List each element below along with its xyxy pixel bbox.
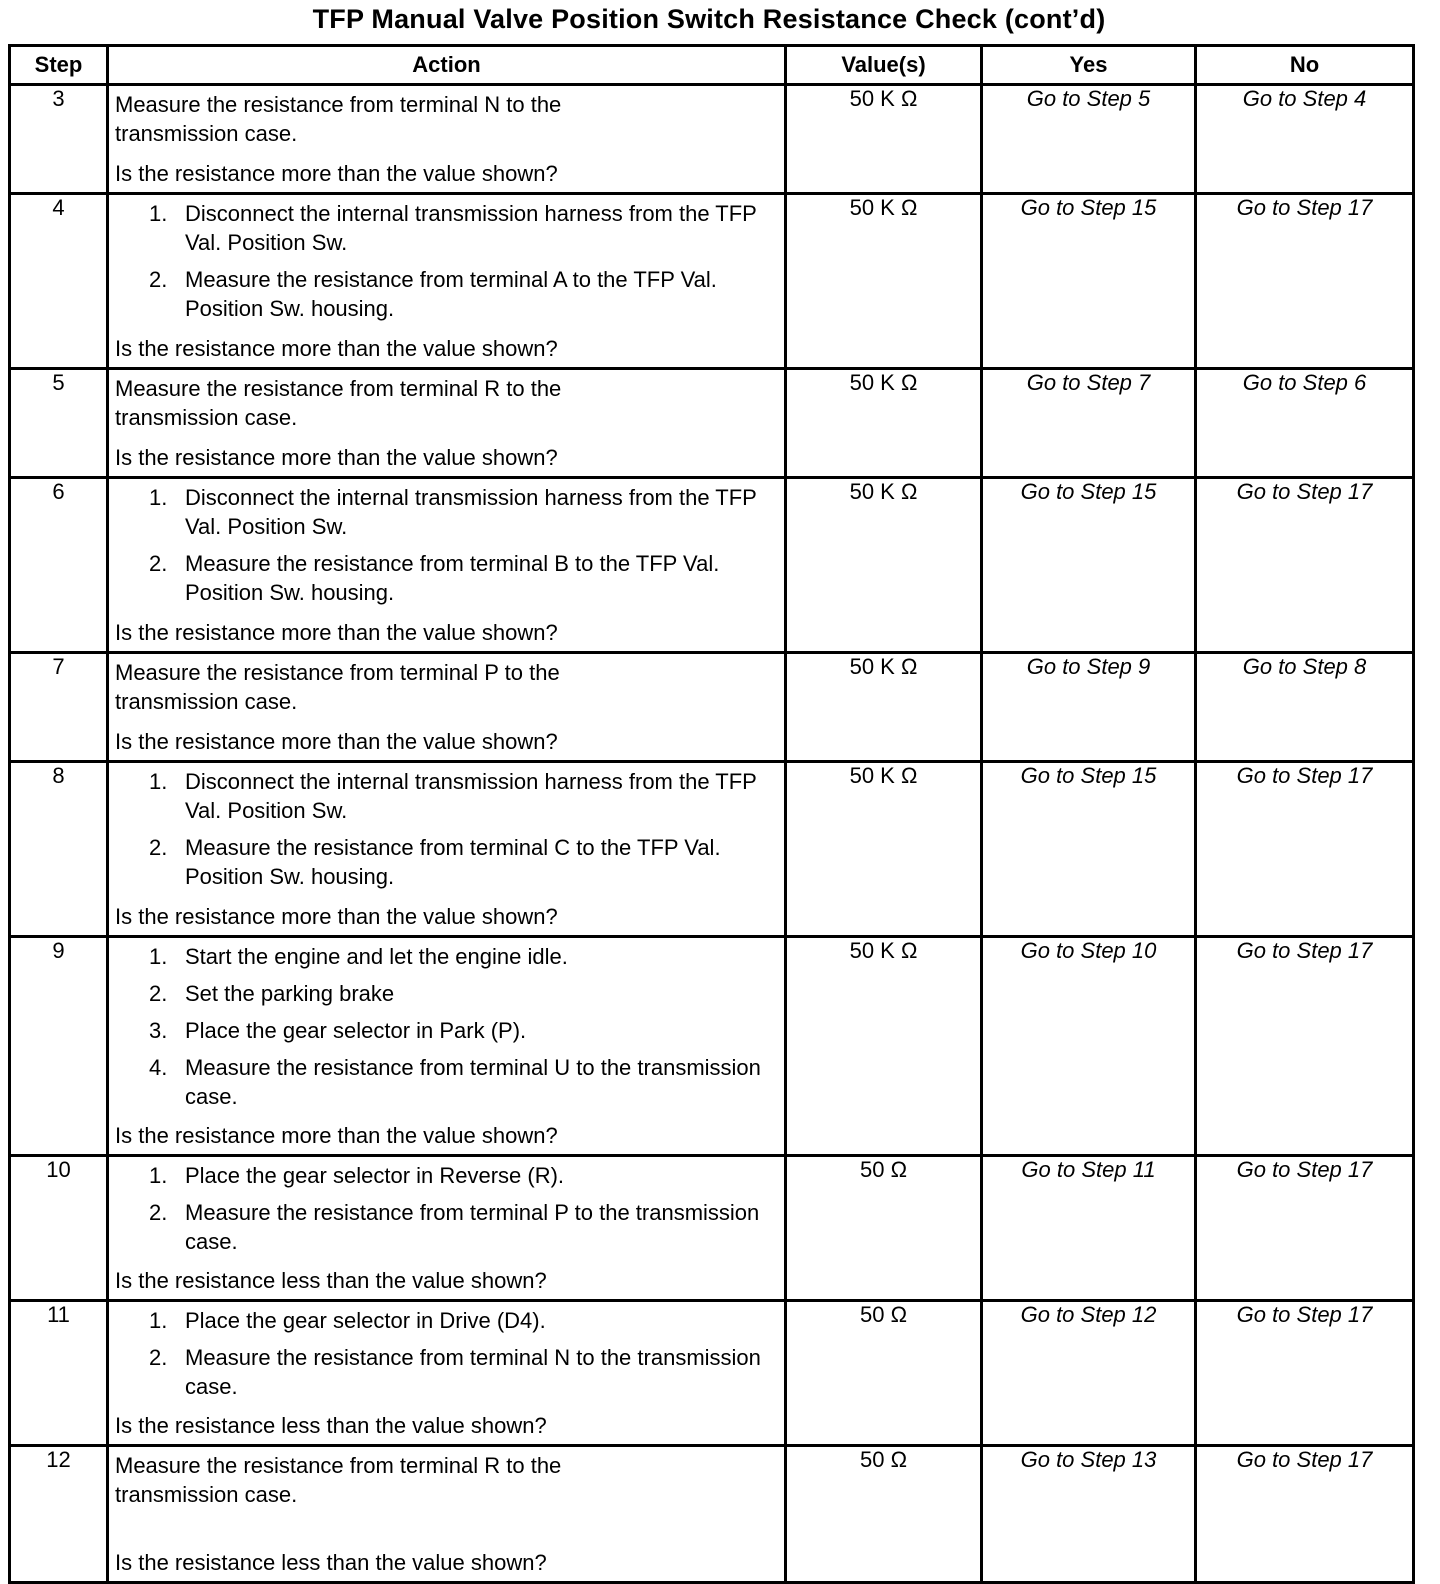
action-instructions <box>115 374 778 432</box>
question-text: Is the resistance more than the value shown? <box>115 904 558 929</box>
table-row <box>10 1446 1414 1583</box>
header-no: No <box>1196 46 1414 85</box>
step-number: 9 <box>10 937 108 1156</box>
yes-goto-cell: Go to Step 15 <box>982 194 1196 369</box>
no-goto-cell: Go to Step 17 <box>1196 1301 1414 1446</box>
action-content <box>109 763 784 935</box>
table-row <box>10 937 1414 1156</box>
list-item-number: 2. <box>149 1345 168 1370</box>
no-goto-cell: Go to Step 17 <box>1196 1156 1414 1301</box>
list-item <box>149 942 778 971</box>
instruction-line: Measure the resistance from terminal P to the <box>115 660 560 685</box>
value-cell: 50 K Ω <box>786 653 982 762</box>
list-item <box>149 1161 778 1190</box>
action-content <box>109 86 784 192</box>
no-goto-cell: Go to Step 6 <box>1196 369 1414 478</box>
value-cell: 50 K Ω <box>786 762 982 937</box>
no-goto-cell: Go to Step 8 <box>1196 653 1414 762</box>
list-item <box>149 1016 778 1045</box>
question-text: Is the resistance more than the value shown? <box>115 620 558 645</box>
yes-goto-cell: Go to Step 12 <box>982 1301 1196 1446</box>
list-item-text: Disconnect the internal transmission harness from the TFP Val. Position Sw. <box>185 769 757 823</box>
numbered-steps <box>115 483 778 607</box>
list-item-text: Set the parking brake <box>185 981 395 1006</box>
value-cell: 50 K Ω <box>786 85 982 194</box>
list-item-text: Measure the resistance from terminal A to the TFP Val. Position Sw. housing. <box>185 267 717 321</box>
question-text: Is the resistance less than the value shown? <box>115 1268 547 1293</box>
step-number: 10 <box>10 1156 108 1301</box>
action-cell <box>108 653 786 762</box>
list-item <box>149 1198 778 1256</box>
instruction-line: transmission case. <box>115 689 298 714</box>
header-step: Step <box>10 46 108 85</box>
list-item-text: Measure the resistance from terminal C to the TFP Val. Position Sw. housing. <box>185 835 721 889</box>
list-item <box>149 1343 778 1401</box>
instruction-line: Measure the resistance from terminal R to the <box>115 1453 562 1478</box>
list-item-text: Disconnect the internal transmission harness from the TFP Val. Position Sw. <box>185 485 757 539</box>
list-item-number: 1. <box>149 201 168 226</box>
action-instructions <box>115 1451 778 1509</box>
action-instructions <box>115 658 778 716</box>
question-text: Is the resistance more than the value shown? <box>115 729 558 754</box>
question-text: Is the resistance more than the value shown? <box>115 445 558 470</box>
instruction-line: Measure the resistance from terminal N to the <box>115 92 562 117</box>
resistance-check-table <box>8 44 1415 1584</box>
no-goto-cell: Go to Step 17 <box>1196 937 1414 1156</box>
header-action: Action <box>108 46 786 85</box>
no-goto-cell: Go to Step 17 <box>1196 762 1414 937</box>
table-row <box>10 369 1414 478</box>
list-item <box>149 199 778 257</box>
question-text: Is the resistance more than the value shown? <box>115 161 558 186</box>
numbered-steps <box>115 1306 778 1401</box>
action-instructions <box>115 942 778 1119</box>
list-item-text: Measure the resistance from terminal N to the transmission case. <box>185 1345 761 1399</box>
list-item-number: 1. <box>149 769 168 794</box>
yes-goto-cell: Go to Step 15 <box>982 762 1196 937</box>
question-text: Is the resistance more than the value shown? <box>115 1123 558 1148</box>
yes-goto-cell: Go to Step 9 <box>982 653 1196 762</box>
list-item-number: 2. <box>149 551 168 576</box>
step-number: 11 <box>10 1301 108 1446</box>
action-content <box>109 370 784 476</box>
list-item-text: Place the gear selector in Park (P). <box>185 1018 527 1043</box>
action-content <box>109 1302 784 1444</box>
list-item <box>149 265 778 323</box>
list-item <box>149 979 778 1008</box>
yes-goto-cell: Go to Step 10 <box>982 937 1196 1156</box>
question-text: Is the resistance more than the value shown? <box>115 336 558 361</box>
action-content <box>109 654 784 760</box>
list-item <box>149 549 778 607</box>
action-content <box>109 1157 784 1299</box>
value-cell: 50 K Ω <box>786 369 982 478</box>
value-cell: 50 Ω <box>786 1446 982 1583</box>
action-cell <box>108 1446 786 1583</box>
step-number: 5 <box>10 369 108 478</box>
action-cell <box>108 1301 786 1446</box>
action-content <box>109 938 784 1154</box>
action-content <box>109 195 784 367</box>
list-item <box>149 1053 778 1111</box>
step-number: 6 <box>10 478 108 653</box>
numbered-steps <box>115 1161 778 1256</box>
header-row <box>10 46 1414 85</box>
value-cell: 50 K Ω <box>786 937 982 1156</box>
list-item <box>149 483 778 541</box>
list-item-number: 1. <box>149 1163 168 1188</box>
list-item-number: 2. <box>149 835 168 860</box>
table-body <box>10 85 1414 1583</box>
list-item <box>149 833 778 891</box>
table-row <box>10 762 1414 937</box>
table-row <box>10 194 1414 369</box>
numbered-steps <box>115 767 778 891</box>
instruction-line: transmission case. <box>115 405 298 430</box>
yes-goto-cell: Go to Step 7 <box>982 369 1196 478</box>
list-item-number: 2. <box>149 981 168 1006</box>
list-item-text: Measure the resistance from terminal U to the transmission case. <box>185 1055 761 1109</box>
table-row <box>10 1301 1414 1446</box>
value-cell: 50 Ω <box>786 1156 982 1301</box>
question-text: Is the resistance less than the value shown? <box>115 1550 547 1575</box>
list-item-text: Disconnect the internal transmission harness from the TFP Val. Position Sw. <box>185 201 757 255</box>
action-cell <box>108 85 786 194</box>
table-title: TFP Manual Valve Position Switch Resistance Check (cont’d) <box>312 4 1106 34</box>
action-instructions <box>115 1306 778 1409</box>
list-item-number: 1. <box>149 485 168 510</box>
yes-goto-cell: Go to Step 5 <box>982 85 1196 194</box>
instruction-line: Measure the resistance from terminal R to the <box>115 376 562 401</box>
action-instructions <box>115 767 778 899</box>
numbered-steps <box>115 199 778 323</box>
action-content <box>109 479 784 651</box>
table-row <box>10 1156 1414 1301</box>
action-instructions <box>115 1161 778 1264</box>
list-item <box>149 767 778 825</box>
value-cell: 50 K Ω <box>786 478 982 653</box>
list-item-text: Measure the resistance from terminal B to the TFP Val. Position Sw. housing. <box>185 551 720 605</box>
header-yes: Yes <box>982 46 1196 85</box>
header-values: Value(s) <box>786 46 982 85</box>
list-item-number: 4. <box>149 1055 168 1080</box>
list-item-number: 1. <box>149 1308 168 1333</box>
action-cell <box>108 478 786 653</box>
value-cell: 50 Ω <box>786 1301 982 1446</box>
list-item <box>149 1306 778 1335</box>
table-row <box>10 653 1414 762</box>
step-number: 4 <box>10 194 108 369</box>
action-cell <box>108 1156 786 1301</box>
value-cell: 50 K Ω <box>786 194 982 369</box>
list-item-number: 1. <box>149 944 168 969</box>
question-text: Is the resistance less than the value shown? <box>115 1413 547 1438</box>
step-number: 3 <box>10 85 108 194</box>
yes-goto-cell: Go to Step 13 <box>982 1446 1196 1583</box>
no-goto-cell: Go to Step 17 <box>1196 478 1414 653</box>
action-instructions <box>115 199 778 331</box>
list-item-number: 3. <box>149 1018 168 1043</box>
step-number: 8 <box>10 762 108 937</box>
list-item-text: Place the gear selector in Reverse (R). <box>185 1163 565 1188</box>
action-cell <box>108 762 786 937</box>
numbered-steps <box>115 942 778 1111</box>
instruction-line: transmission case. <box>115 1482 298 1507</box>
action-content <box>109 1447 784 1581</box>
list-item-text: Measure the resistance from terminal P to the transmission case. <box>185 1200 760 1254</box>
table-row <box>10 478 1414 653</box>
action-instructions <box>115 90 778 148</box>
list-item-number: 2. <box>149 267 168 292</box>
list-item-text: Place the gear selector in Drive (D4). <box>185 1308 546 1333</box>
action-cell <box>108 194 786 369</box>
action-instructions <box>115 483 778 615</box>
yes-goto-cell: Go to Step 11 <box>982 1156 1196 1301</box>
list-item-text: Start the engine and let the engine idle. <box>185 944 568 969</box>
step-number: 7 <box>10 653 108 762</box>
table-row <box>10 85 1414 194</box>
list-item-number: 2. <box>149 1200 168 1225</box>
no-goto-cell: Go to Step 4 <box>1196 85 1414 194</box>
action-cell <box>108 369 786 478</box>
step-number: 12 <box>10 1446 108 1583</box>
yes-goto-cell: Go to Step 15 <box>982 478 1196 653</box>
instruction-line: transmission case. <box>115 121 298 146</box>
no-goto-cell: Go to Step 17 <box>1196 1446 1414 1583</box>
no-goto-cell: Go to Step 17 <box>1196 194 1414 369</box>
action-cell <box>108 937 786 1156</box>
